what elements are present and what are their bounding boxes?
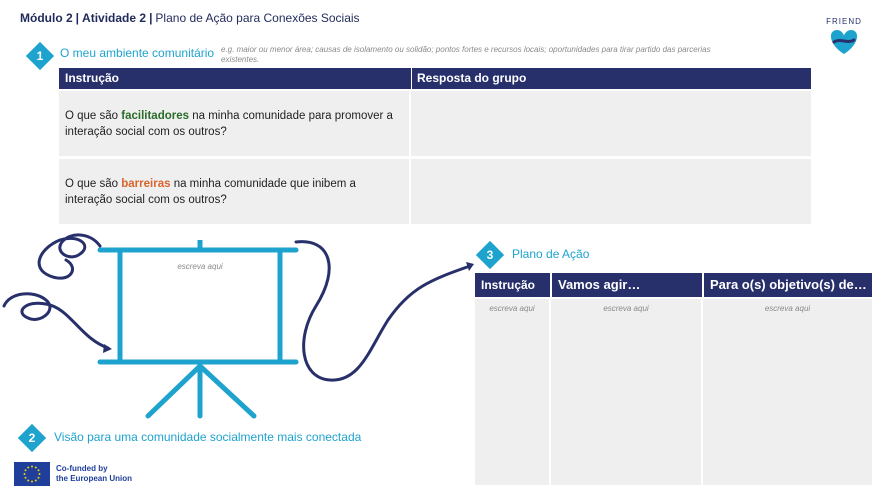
page-header: Módulo 2 | Atividade 2 | Plano de Ação para Conexões Sociais	[20, 11, 360, 25]
logo-text: FRIEND	[826, 17, 862, 26]
row1-response-cell[interactable]	[411, 91, 811, 156]
plan-col-act: Vamos agir…	[558, 277, 641, 292]
plan-cell-act[interactable]: escreva aqui	[551, 299, 701, 485]
section3-table-header	[475, 273, 872, 297]
col-response-header: Resposta do grupo	[417, 71, 527, 85]
eu-flag-icon	[14, 462, 50, 486]
activity-label: Atividade 2	[82, 11, 147, 25]
row2-response-cell[interactable]	[411, 159, 811, 224]
module-label: Módulo 2	[20, 11, 73, 25]
plan-cell-instruction[interactable]: escreva aqui	[475, 299, 549, 485]
row1-instruction-cell: O que são facilitadores na minha comunidade para promover a interação social com os outros?	[59, 91, 409, 156]
section1-title: O meu ambiente comunitário	[60, 46, 215, 60]
plan-col-instruction: Instrução	[481, 278, 536, 292]
section1-table-header	[59, 68, 811, 89]
col-instruction-header: Instrução	[65, 71, 120, 85]
row2-instruction-cell: O que são barreiras na minha comunidade que inibem a interação social com os outros?	[59, 159, 409, 224]
plan-cell-goal[interactable]: escreva aqui	[703, 299, 872, 485]
section2-title: Visão para uma comunidade socialmente mais conectada	[54, 430, 362, 444]
friend-logo	[820, 14, 868, 58]
vision-placeholder[interactable]: escreva aqui	[177, 262, 223, 271]
section1-hint: e.g. maior ou menor área; causas de isolamento ou solidão; pontos fortes e recursos locais; oportunidades para tirar partido das parcerias existentes.	[221, 45, 711, 64]
barriers-keyword: barreiras	[121, 178, 171, 190]
vision-board	[96, 240, 306, 420]
page-title: Plano de Ação para Conexões Sociais	[155, 11, 360, 25]
eu-funding-label: Co-funded by the European Union	[56, 464, 132, 483]
plan-col-goal: Para o(s) objetivo(s) de…	[710, 277, 867, 292]
facilitators-keyword: facilitadores	[121, 110, 190, 122]
section3-title: Plano de Ação	[512, 247, 590, 261]
